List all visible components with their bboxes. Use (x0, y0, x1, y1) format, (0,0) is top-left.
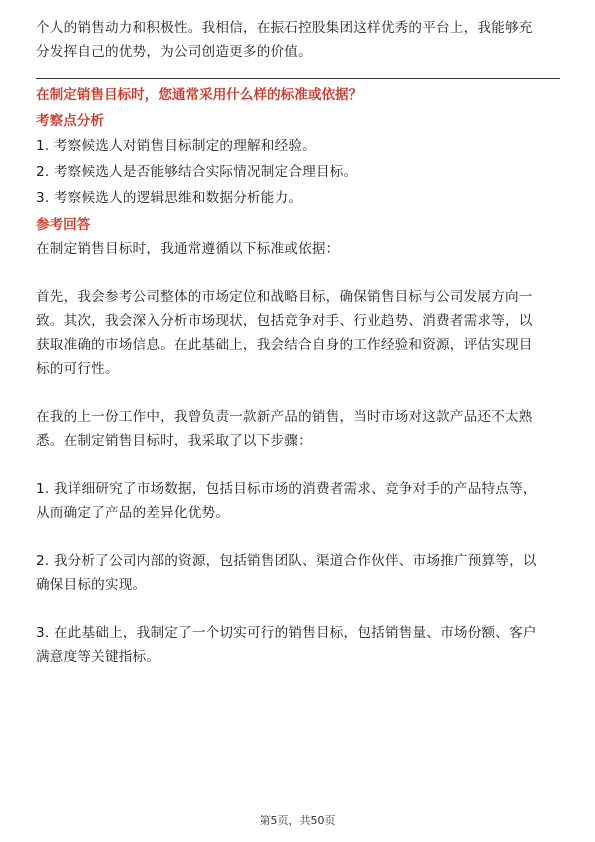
answer-heading: 参考回答 (36, 217, 91, 233)
answer-step2-line: 确保目标的实现。 (36, 577, 147, 593)
paragraph-gap (36, 381, 560, 405)
answer-para1-line: 标的可行性。 (36, 361, 119, 377)
answer-step3-line: 3. 在此基础上，我制定了一个切实可行的销售目标，包括销售量、市场份额、客户 (36, 625, 537, 641)
analysis-item: 1. 考察候选人对销售目标制定的理解和经验。 (36, 138, 316, 154)
answer-para2-line: 悉。在制定销售目标时，我采取了以下步骤： (36, 433, 312, 449)
document-page (36, 16, 560, 669)
page-number: 第5页，共50页 (259, 814, 336, 827)
section-divider (36, 78, 560, 79)
analysis-item: 2. 考察候选人是否能够结合实际情况制定合理目标。 (36, 164, 358, 180)
answer-step2-line: 2. 我分析了公司内部的资源，包括销售团队、渠道合作伙伴、市场推广预算等，以 (36, 553, 537, 569)
answer-para2-line: 在我的上一份工作中，我曾负责一款新产品的销售，当时市场对这款产品还不太熟 (36, 409, 533, 425)
answer-para1-line: 获取准确的市场信息。在此基础上，我会结合自身的工作经验和资源，评估实现目 (36, 337, 533, 353)
answer-para1-line: 首先，我会参考公司整体的市场定位和战略目标，确保销售目标与公司发展方向一 (36, 289, 533, 305)
answer-step1-line: 1. 我详细研究了市场数据，包括目标市场的消费者需求、竞争对手的产品特点等， (36, 481, 537, 497)
paragraph-gap (36, 525, 560, 549)
analysis-heading: 考察点分析 (36, 113, 104, 129)
paragraph-gap (36, 261, 560, 285)
answer-para1-line: 致。其次，我会深入分析市场现状，包括竞争对手、行业趋势、消费者需求等，以 (36, 313, 533, 329)
answer-opening: 在制定销售目标时，我通常遵循以下标准或依据： (36, 241, 340, 257)
paragraph-gap (36, 453, 560, 477)
question-title: 在制定销售目标时，您通常采用什么样的标准或依据？ (36, 87, 363, 103)
answer-step1-line: 从而确定了产品的差异化优势。 (36, 505, 230, 521)
analysis-item: 3. 考察候选人的逻辑思维和数据分析能力。 (36, 190, 303, 206)
paragraph-gap (36, 597, 560, 621)
intro-line-2: 分发挥自己的优势，为公司创造更多的价值。 (36, 44, 312, 60)
answer-step3-line: 满意度等关键指标。 (36, 649, 161, 665)
intro-line-1: 个人的销售动力和积极性。我相信，在振石控股集团这样优秀的平台上，我能够充 (36, 20, 533, 36)
